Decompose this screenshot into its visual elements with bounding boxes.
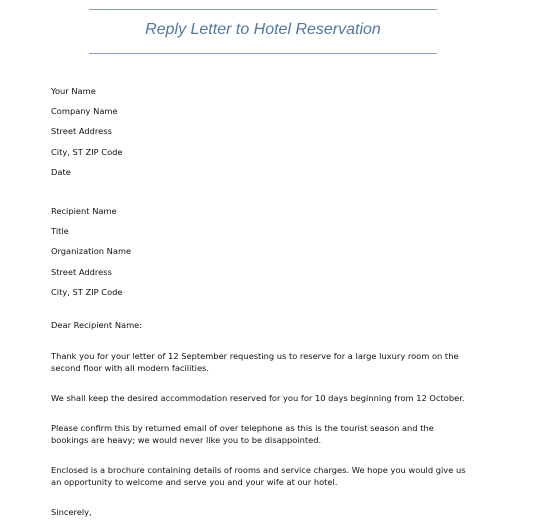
recipient-organization: Organization Name <box>51 246 132 257</box>
paragraph-thank-you: Thank you for your letter of 12 September requesting us to reserve for a large luxury room on the second floor with all modern facilities. <box>51 350 459 373</box>
sender-city: City, ST ZIP Code <box>51 146 123 157</box>
paragraph-brochure: Enclosed is a brochure containing details of rooms and service charges. We hope you would give us an opportunity to welcome and serve you and your wife at our hotel. <box>51 464 466 487</box>
sender-company: Company Name <box>51 106 118 117</box>
sender-street: Street Address <box>51 126 112 137</box>
sender-block <box>51 85 471 186</box>
paragraph-confirmation: Please confirm this by returned email of over telephone as this is the tourist season and the bookings are heavy; we would never like you to be disappointed. <box>51 422 434 445</box>
recipient-city: City, ST ZIP Code <box>51 286 123 297</box>
document-title: Reply Letter to Hotel Reservation <box>145 21 381 38</box>
header-bottom-rule <box>89 53 437 54</box>
recipient-name: Recipient Name <box>51 205 117 216</box>
recipient-title: Title <box>51 226 69 237</box>
sender-name: Your Name <box>51 86 96 96</box>
recipient-street: Street Address <box>51 266 112 277</box>
sender-date: Date <box>51 166 71 177</box>
header-top-rule <box>89 9 437 10</box>
recipient-block <box>51 205 471 306</box>
salutation: Dear Recipient Name: <box>51 319 143 330</box>
closing: Sincerely, <box>51 506 92 517</box>
block-spacer <box>51 186 471 205</box>
letter-body <box>51 85 471 518</box>
document-header <box>89 9 437 54</box>
paragraph-reservation: We shall keep the desired accommodation reserved for you for 10 days beginning from 12 October. <box>51 392 465 403</box>
